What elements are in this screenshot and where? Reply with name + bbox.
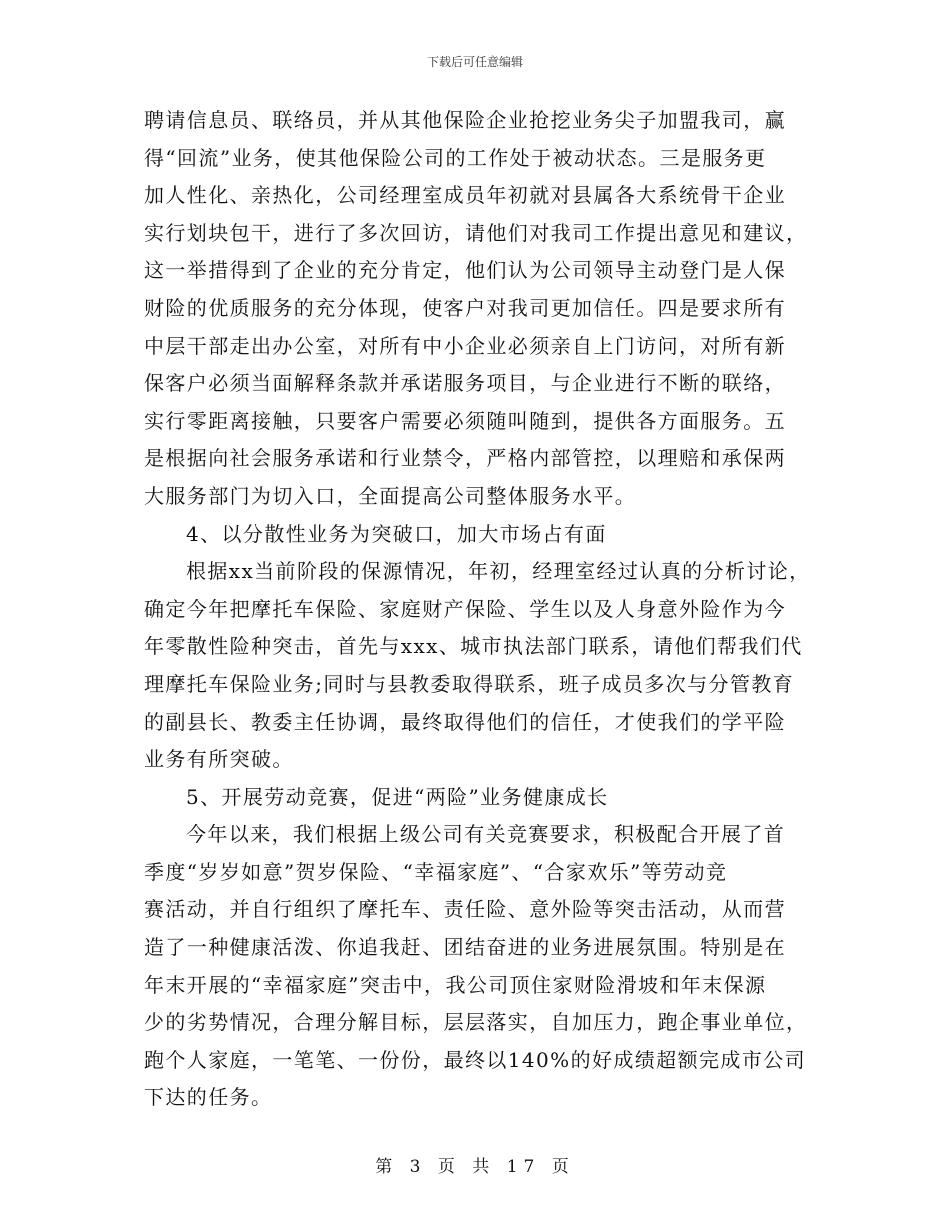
body-line: 的副县长、教委主任协调，最终取得他们的信任，才使我们的学平险 [144, 709, 786, 734]
body-line: 确定今年把摩托车保险、家庭财产保险、学生以及人身意外险作为今 [144, 596, 786, 621]
body-line: 大服务部门为切入口，全面提高公司整体服务水平。 [144, 483, 637, 508]
body-line: 中层干部走出办公室，对所有中小企业必须亲自上门访问，对所有新 [144, 333, 786, 358]
body-line: 造了一种健康活泼、你追我赶、团结奋进的业务进展氛围。特别是在 [144, 935, 786, 960]
page-number: 第 3 页 共 17 页 [375, 1157, 575, 1177]
body-line: 根据xx当前阶段的保源情况，年初，经理室经过认真的分析讨论， [186, 559, 811, 584]
page-header: 下载后可任意编辑 [426, 55, 523, 69]
body-line: 业务有所突破。 [144, 747, 294, 772]
body-line: 下达的任务。 [144, 1085, 273, 1110]
section-heading: 5、开展劳动竞赛，促进“两险”业务健康成长 [186, 784, 609, 809]
body-line: 今年以来，我们根据上级公司有关竞赛要求，积极配合开展了首 [186, 822, 786, 847]
body-line: 实行划块包干，进行了多次回访，请他们对我司工作提出意见和建议， [144, 220, 808, 245]
body-line: 是根据向社会服务承诺和行业禁令，严格内部管控，以理赔和承保两 [144, 446, 786, 471]
body-line: 跑个人家庭，一笔笔、一份份，最终以140%的好成绩超额完成市公司 [144, 1047, 806, 1072]
body-line: 实行零距离接触，只要客户需要必须随叫随到，提供各方面服务。五 [144, 408, 786, 433]
body-line: 年末开展的“幸福家庭”突击中，我公司顶住家财险滑坡和年末保源 [144, 972, 767, 997]
body-line: 理摩托车保险业务;同时与县教委取得联系，班子成员多次与分管教育 [144, 671, 795, 696]
document-body [144, 102, 824, 1117]
body-line: 聘请信息员、联络员，并从其他保险企业抢挖业务尖子加盟我司，赢 [144, 108, 786, 132]
body-line: 财险的优质服务的充分体现，使客户对我司更加信任。四是要求所有 [144, 295, 786, 320]
body-line: 年零散性险种突击，首先与xxx、城市执法部门联系，请他们帮我们代 [144, 634, 803, 659]
body-line: 这一举措得到了企业的充分肯定，他们认为公司领导主动登门是人保 [144, 258, 786, 283]
body-line: 保客户必须当面解释条款并承诺服务项目，与企业进行不断的联络， [144, 371, 786, 396]
body-line: 赛活动，并自行组织了摩托车、责任险、意外险等突击活动，从而营 [144, 897, 786, 922]
body-line: 季度“岁岁如意”贺岁保险、“幸福家庭”、“合家欢乐”等劳动竞 [144, 859, 728, 884]
body-line: 少的劣势情况，合理分解目标，层层落实，自加压力，跑企事业单位， [144, 1010, 808, 1035]
section-heading: 4、以分散性业务为突破口，加大市场占有面 [186, 521, 607, 546]
body-line: 加人性化、亲热化，公司经理室成员年初就对县属各大系统骨干企业 [144, 183, 786, 208]
body-line: 得“回流”业务，使其他保险公司的工作处于被动状态。三是服务更 [144, 145, 767, 170]
